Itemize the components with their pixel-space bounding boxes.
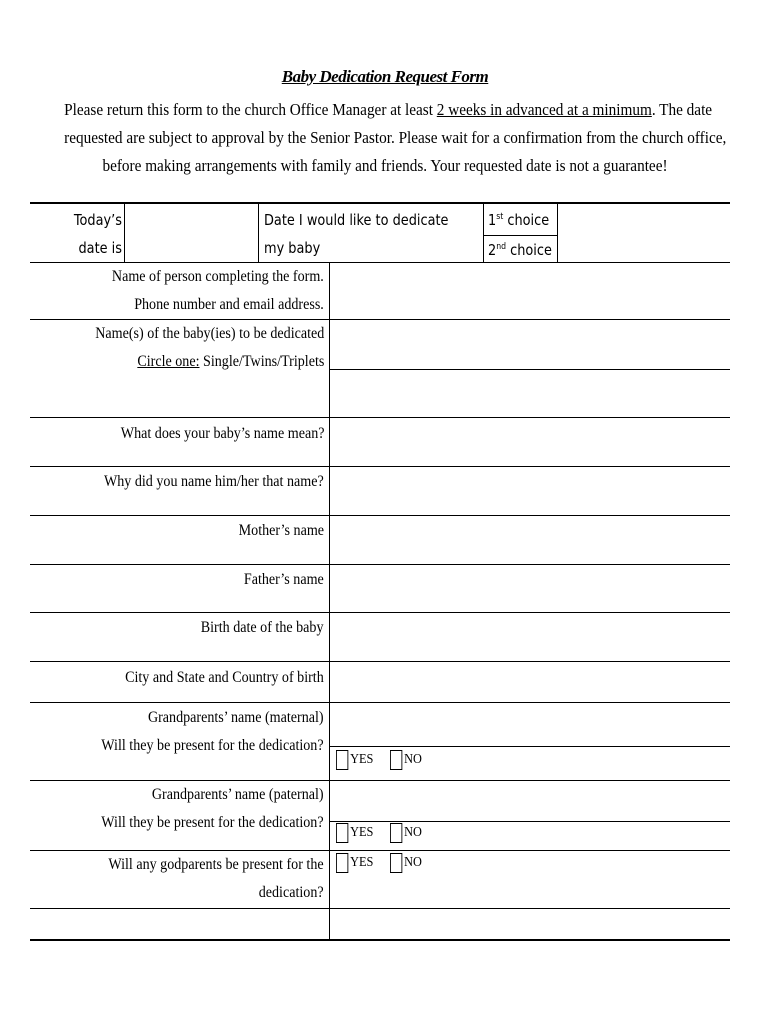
godparents-names-field[interactable] — [330, 878, 730, 908]
birth-date-field[interactable] — [330, 613, 730, 661]
table-bottom-border — [30, 939, 730, 941]
checkbox-icon[interactable] — [390, 853, 402, 873]
first-choice-field[interactable] — [558, 204, 730, 235]
father-name-label: Father’s name — [244, 571, 324, 588]
instructions: Please return this form to the church Office Manager at least 2 weeks in advanced at a minimum. The date requested are subject to approval by the Senior Pastor. Please wait for a confirmation from the church office, before making arrangements with family and friends. Your requested date is not a guarantee! — [64, 100, 727, 175]
father-name-field[interactable] — [330, 565, 730, 612]
name-reason-field[interactable] — [330, 467, 730, 515]
checkbox-icon[interactable] — [390, 750, 402, 770]
godparents-no-option[interactable]: NO — [390, 853, 422, 873]
todays-date-field[interactable] — [125, 204, 258, 262]
paternal-no-option[interactable]: NO — [390, 823, 422, 843]
dedicate-date-label: Date I would like to dedicate my baby — [264, 211, 449, 257]
todays-date-label: Today’s date is — [73, 211, 122, 257]
mother-name-label: Mother’s name — [238, 522, 324, 539]
header-divider-3 — [483, 204, 484, 262]
checkbox-icon[interactable] — [336, 853, 348, 873]
person-completing-field[interactable] — [330, 263, 730, 319]
maternal-grandparents-label: Grandparents’ name (maternal) Will they be present for the dedication? — [101, 709, 324, 754]
header-divider-2 — [258, 204, 259, 262]
name-reason-label: Why did you name him/her that name? — [104, 473, 324, 490]
name-meaning-label: What does your baby’s name mean? — [120, 425, 324, 442]
birth-date-label: Birth date of the baby — [201, 619, 324, 636]
godparents-label: Will any godparents be present for the dedication? — [108, 856, 324, 901]
first-choice-label: 1st choice — [488, 211, 550, 229]
second-choice-label: 2nd choice — [488, 241, 552, 259]
paternal-grandparents-label: Grandparents’ name (paternal) Will they be present for the dedication? — [101, 786, 324, 831]
row-line — [330, 821, 730, 822]
checkbox-icon[interactable] — [390, 823, 402, 843]
person-completing-label: Name of person completing the form. Phone number and email address. — [112, 268, 324, 313]
godparents-yes-option[interactable]: YES — [336, 853, 373, 873]
maternal-grandparents-field[interactable] — [330, 703, 730, 746]
maternal-no-option[interactable]: NO — [390, 750, 422, 770]
mother-name-field[interactable] — [330, 516, 730, 564]
row-line — [30, 908, 730, 909]
checkbox-icon[interactable] — [336, 823, 348, 843]
paternal-yes-option[interactable]: YES — [336, 823, 373, 843]
name-meaning-field[interactable] — [330, 418, 730, 466]
paternal-grandparents-field[interactable] — [330, 781, 730, 821]
baby-names-label: Name(s) of the baby(ies) to be dedicated Circle one: Single/Twins/Triplets — [94, 325, 324, 370]
form-title: Baby Dedication Request Form — [281, 67, 489, 86]
second-choice-field[interactable] — [558, 236, 730, 262]
birth-place-label: City and State and Country of birth — [125, 669, 324, 686]
birth-place-field[interactable] — [330, 662, 730, 702]
checkbox-icon[interactable] — [336, 750, 348, 770]
row-line — [330, 746, 730, 747]
baby-names-field[interactable] — [330, 320, 730, 417]
maternal-yes-option[interactable]: YES — [336, 750, 373, 770]
